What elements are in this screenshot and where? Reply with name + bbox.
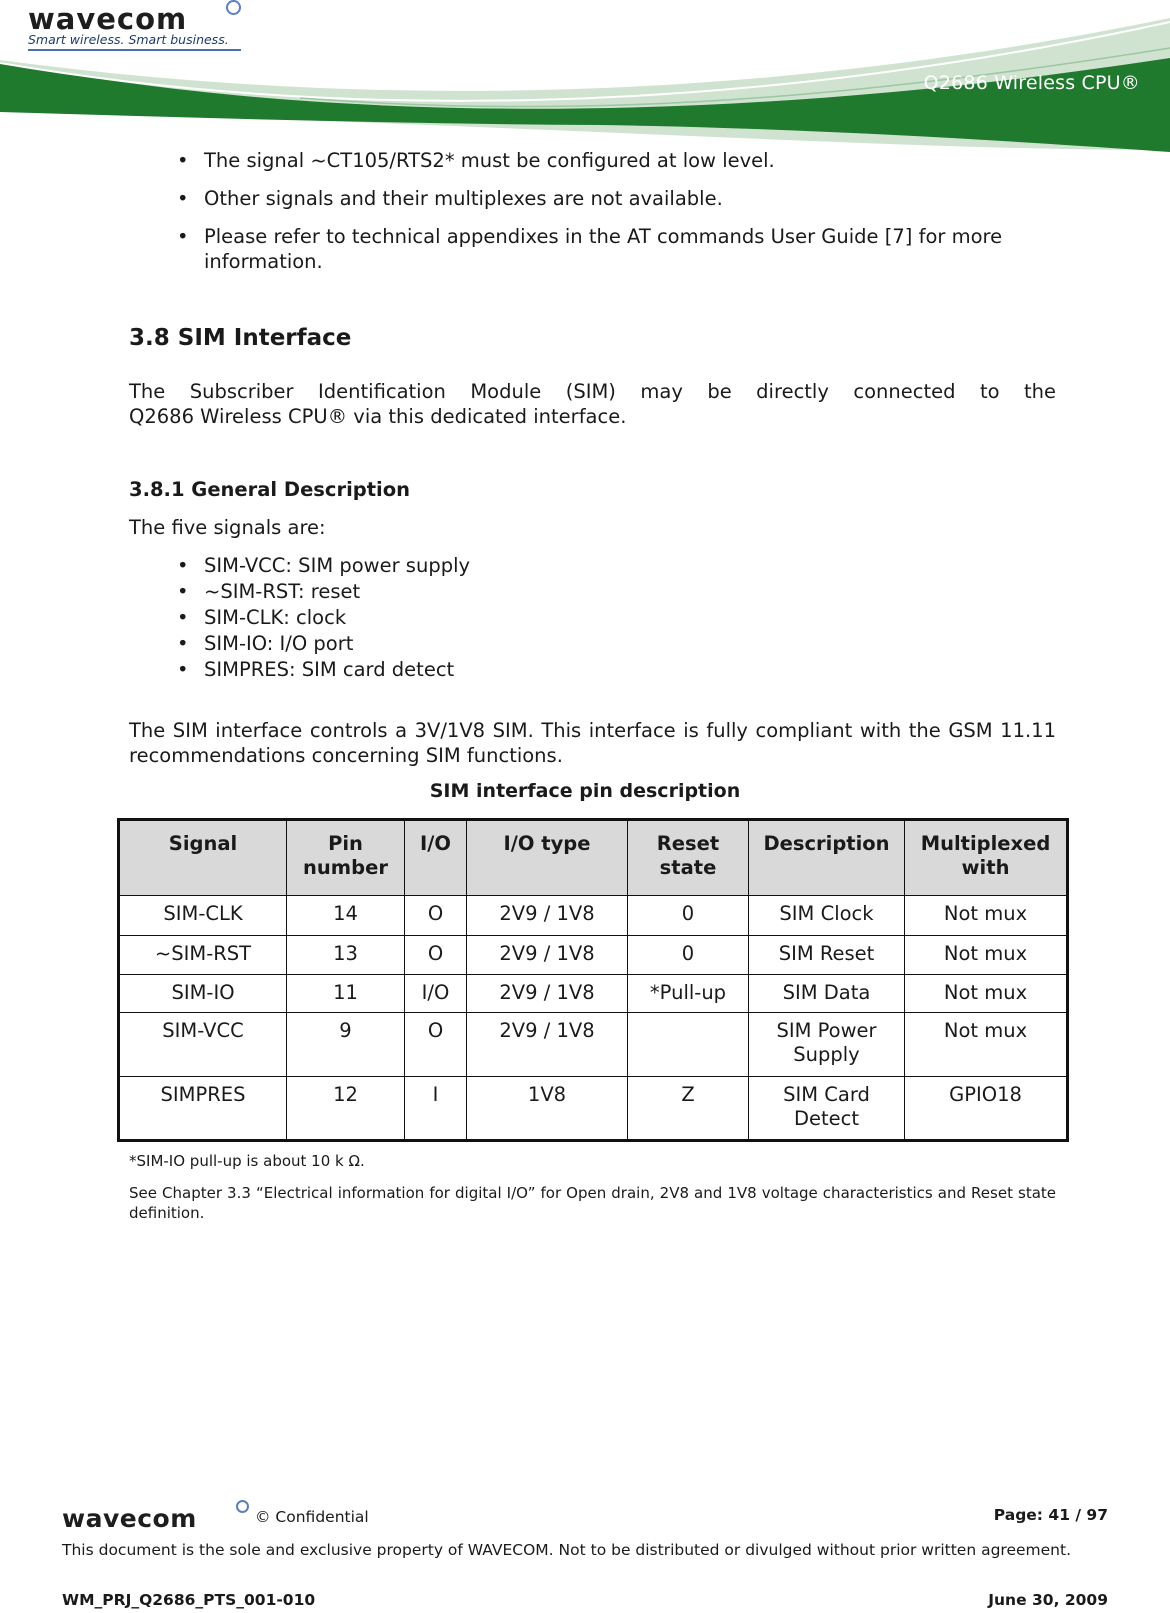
- subsection-heading: 3.8.1 General Description: [129, 478, 411, 501]
- table-cell: 2V9 / 1V8: [467, 936, 628, 975]
- table-cell: SIM Clock: [749, 896, 905, 936]
- column-header: Description: [749, 820, 905, 896]
- table-cell: I/O: [405, 975, 467, 1013]
- table-cell: 1V8: [467, 1077, 628, 1141]
- table-row: [119, 1077, 1068, 1141]
- header-logo: wavecom: [28, 2, 188, 36]
- table-cell: Z: [628, 1077, 749, 1141]
- bullet-icon: •: [177, 632, 189, 655]
- table-cell: SIM Card Detect: [749, 1077, 905, 1141]
- section-heading: 3.8 SIM Interface: [129, 325, 352, 351]
- footer-confidential: © Confidential: [255, 1508, 369, 1526]
- table-cell: *Pull-up: [628, 975, 749, 1013]
- table-row: [119, 1013, 1068, 1077]
- table-cell: I: [405, 1077, 467, 1141]
- footer-logo-registered-icon: [236, 1500, 249, 1513]
- table-cell: Not mux: [905, 1013, 1068, 1077]
- table-row: [119, 936, 1068, 975]
- table-cell: SIM Power Supply: [749, 1013, 905, 1077]
- list-item: • SIMPRES: SIM card detect: [177, 658, 455, 681]
- table-cell: 2V9 / 1V8: [467, 896, 628, 936]
- intro-bullet-list: [170, 148, 1060, 274]
- bullet-icon: •: [177, 554, 189, 577]
- table-row: [119, 896, 1068, 936]
- section-intro: [129, 379, 1056, 429]
- table-cell: O: [405, 896, 467, 936]
- see-chapter-note: See Chapter 3.3 “Electrical information for digital I/O” for Open drain, 2V8 and 1V8 voltage characteristics and Reset state definition.: [129, 1184, 1056, 1222]
- list-item: • SIM-CLK: clock: [177, 606, 347, 629]
- table-cell: O: [405, 936, 467, 975]
- column-header: Reset state: [628, 820, 749, 896]
- section-intro-line: Q2686 Wireless CPU® via this dedicated interface.: [129, 405, 627, 428]
- table-cell: SIM-CLK: [119, 896, 287, 936]
- compliance-text: The SIM interface controls a 3V/1V8 SIM. This interface is fully compliant with the GSM 11.11 recommendations concerning SIM functions.: [129, 719, 1056, 767]
- table-row: [119, 975, 1068, 1013]
- table-header-row: [119, 820, 1068, 896]
- bullet-icon: •: [177, 606, 189, 629]
- logo-underline: [28, 49, 241, 51]
- table-cell: 9: [287, 1013, 405, 1077]
- table-cell: 2V9 / 1V8: [467, 1013, 628, 1077]
- bullet-icon: •: [177, 187, 189, 210]
- footer-date: June 30, 2009: [988, 1591, 1108, 1609]
- table-cell: SIM Data: [749, 975, 905, 1013]
- column-header: Multiplexed with: [905, 820, 1068, 896]
- bullet-icon: •: [177, 225, 189, 248]
- header-title: Q2686 Wireless CPU®: [923, 72, 1140, 94]
- table-cell: Not mux: [905, 936, 1068, 975]
- table-cell: [628, 1013, 749, 1077]
- pullup-note: *SIM-IO pull-up is about 10 k Ω.: [129, 1152, 365, 1170]
- table-cell: SIMPRES: [119, 1077, 287, 1141]
- signals-list: [170, 553, 470, 682]
- footer-page-number: Page: 41 / 97: [993, 1506, 1108, 1524]
- table-cell: SIM-VCC: [119, 1013, 287, 1077]
- table-cell: 13: [287, 936, 405, 975]
- list-item: • Other signals and their multiplexes are not available.: [177, 187, 723, 210]
- list-item: • ~SIM-RST: reset: [177, 580, 361, 603]
- table-cell: SIM-IO: [119, 975, 287, 1013]
- table-cell: 12: [287, 1077, 405, 1141]
- table-cell: Not mux: [905, 975, 1068, 1013]
- footer-doc-id: WM_PRJ_Q2686_PTS_001-010: [62, 1591, 316, 1609]
- list-item: • SIM-IO: I/O port: [177, 632, 354, 655]
- table-cell: 2V9 / 1V8: [467, 975, 628, 1013]
- bullet-icon: •: [177, 580, 189, 603]
- table-cell: 11: [287, 975, 405, 1013]
- list-item: • SIM-VCC: SIM power supply: [177, 554, 471, 577]
- table-caption: SIM interface pin description: [429, 780, 741, 802]
- table-cell: 0: [628, 896, 749, 936]
- footer-notice: This document is the sole and exclusive property of WAVECOM. Not to be distributed or divulged without prior written agreement.: [62, 1541, 1071, 1559]
- pin-description-table: [117, 818, 1069, 1142]
- table-cell: Not mux: [905, 896, 1068, 936]
- table-cell: 0: [628, 936, 749, 975]
- bullet-icon: •: [177, 149, 189, 172]
- bullet-icon: •: [177, 658, 189, 681]
- column-header: I/O type: [467, 820, 628, 896]
- column-header: Signal: [119, 820, 287, 896]
- logo-registered-icon: [226, 0, 241, 15]
- list-item: • The signal ~CT105/RTS2* must be configured at low level.: [177, 149, 775, 172]
- list-item: • Please refer to technical appendixes in the AT commands User Guide [7] for more information.: [177, 225, 1003, 273]
- page-header: [0, 0, 1170, 160]
- header-tagline: Smart wireless. Smart business.: [28, 32, 229, 47]
- column-header: I/O: [405, 820, 467, 896]
- table-cell: O: [405, 1013, 467, 1077]
- section-intro-line: The Subscriber Identification Module (SIM) may be directly connected to the: [129, 380, 1056, 403]
- table-cell: ~SIM-RST: [119, 936, 287, 975]
- footer-logo: wavecom: [62, 1504, 197, 1533]
- signals-lead: The five signals are:: [129, 516, 326, 539]
- column-header: Pin number: [287, 820, 405, 896]
- table-cell: GPIO18: [905, 1077, 1068, 1141]
- table-cell: SIM Reset: [749, 936, 905, 975]
- table-cell: 14: [287, 896, 405, 936]
